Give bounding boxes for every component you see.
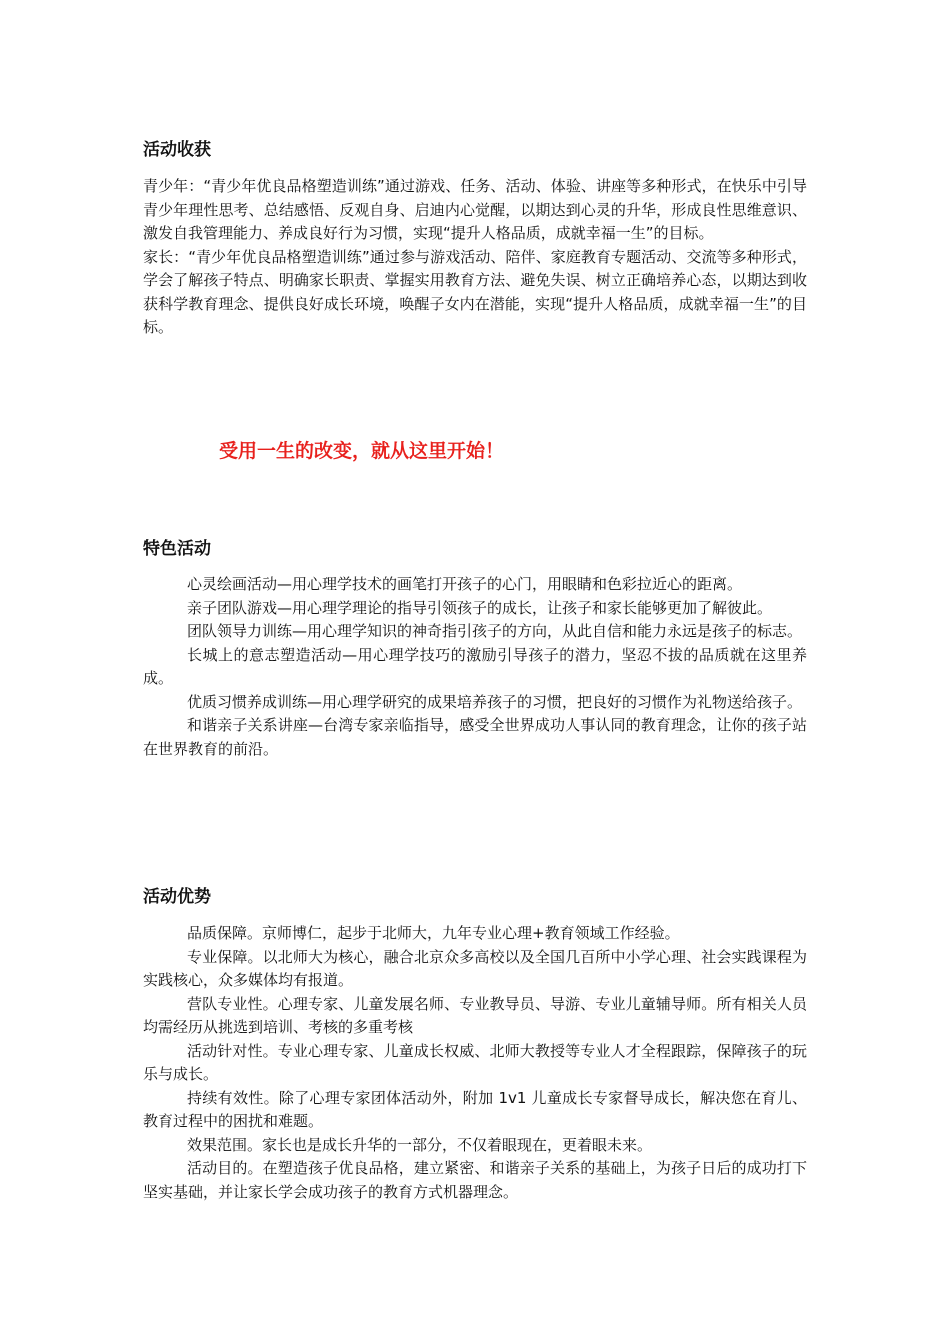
advantages-body — [143, 922, 807, 1204]
slogan: 受用一生的改变，就从这里开始！ — [219, 440, 505, 462]
feature-item: 长城上的意志塑造活动—用心理学技巧的激励引导孩子的潜力，坚忍不拔的品质就在这里养成。 — [143, 645, 807, 687]
harvest-youth-paragraph: 青少年：“青少年优良品格塑造训练”通过游戏、任务、活动、体验、讲座等多种形式，在快乐中引导青少年理性思考、总结感悟、反观自身、启迪内心觉醒，以期达到心灵的升华，形成良性思维意识、激发自我管理能力、养成良好行为习惯，实现“提升人格品质，成就幸福一生”的目标。 — [143, 177, 807, 242]
advantage-item: 活动目的。在塑造孩子优良品格，建立紧密、和谐亲子关系的基础上，为孩子日后的成功打下坚实基础，并让家长学会成功孩子的教育方式机器理念。 — [143, 1159, 807, 1201]
harvest-body — [143, 175, 807, 340]
features-body — [143, 573, 807, 761]
advantage-item: 营队专业性。心理专家、儿童发展名师、专业教导员、导游、专业儿童辅导师。所有相关人员均需经历从挑选到培训、考核的多重考核 — [143, 994, 807, 1036]
advantage-item: 持续有效性。除了心理专家团体活动外，附加 1v1 儿童成长专家督导成长，解决您在育儿、教育过程中的困扰和难题。 — [143, 1088, 807, 1130]
feature-item: 和谐亲子关系讲座—台湾专家亲临指导，感受全世界成功人事认同的教育理念，让你的孩子站在世界教育的前沿。 — [143, 716, 807, 758]
feature-item: 心灵绘画活动—用心理学技术的画笔打开孩子的心门，用眼睛和色彩拉近心的距离。 — [187, 575, 743, 593]
feature-item: 团队领导力训练—用心理学知识的神奇指引孩子的方向，从此自信和能力永远是孩子的标志。 — [187, 622, 803, 640]
feature-item: 亲子团队游戏—用心理学理论的指导引领孩子的成长，让孩子和家长能够更加了解彼此。 — [187, 598, 773, 617]
advantage-item: 活动针对性。专业心理专家、儿童成长权威、北师大教授等专业人才全程跟踪，保障孩子的玩乐与成长。 — [143, 1041, 807, 1083]
feature-item: 优质习惯养成训练—用心理学研究的成果培养孩子的习惯，把良好的习惯作为礼物送给孩子。 — [187, 692, 803, 711]
section-title-harvest: 活动收获 — [143, 140, 211, 160]
harvest-parent-paragraph: 家长：“青少年优良品格塑造训练”通过参与游戏活动、陪伴、家庭教育专题活动、交流等多种形式，学会了解孩子特点、明确家长职责、掌握实用教育方法、避免失误、树立正确培养心态，以期达到收获科学教育理念、提供良好成长环境，唤醒子女内在潜能，实现“提升人格品质，成就幸福一生”的目标。 — [143, 247, 807, 336]
section-title-features: 特色活动 — [143, 539, 211, 559]
section-title-advantages: 活动优势 — [143, 887, 211, 907]
advantage-item: 效果范围。家长也是成长升华的一部分，不仅着眼现在，更着眼未来。 — [187, 1135, 653, 1154]
advantage-item: 专业保障。以北师大为核心，融合北京众多高校以及全国几百所中小学心理、社会实践课程为实践核心，众多媒体均有报道。 — [143, 947, 807, 989]
advantage-item: 品质保障。京师博仁，起步于北师大，九年专业心理+教育领域工作经验。 — [187, 924, 680, 942]
